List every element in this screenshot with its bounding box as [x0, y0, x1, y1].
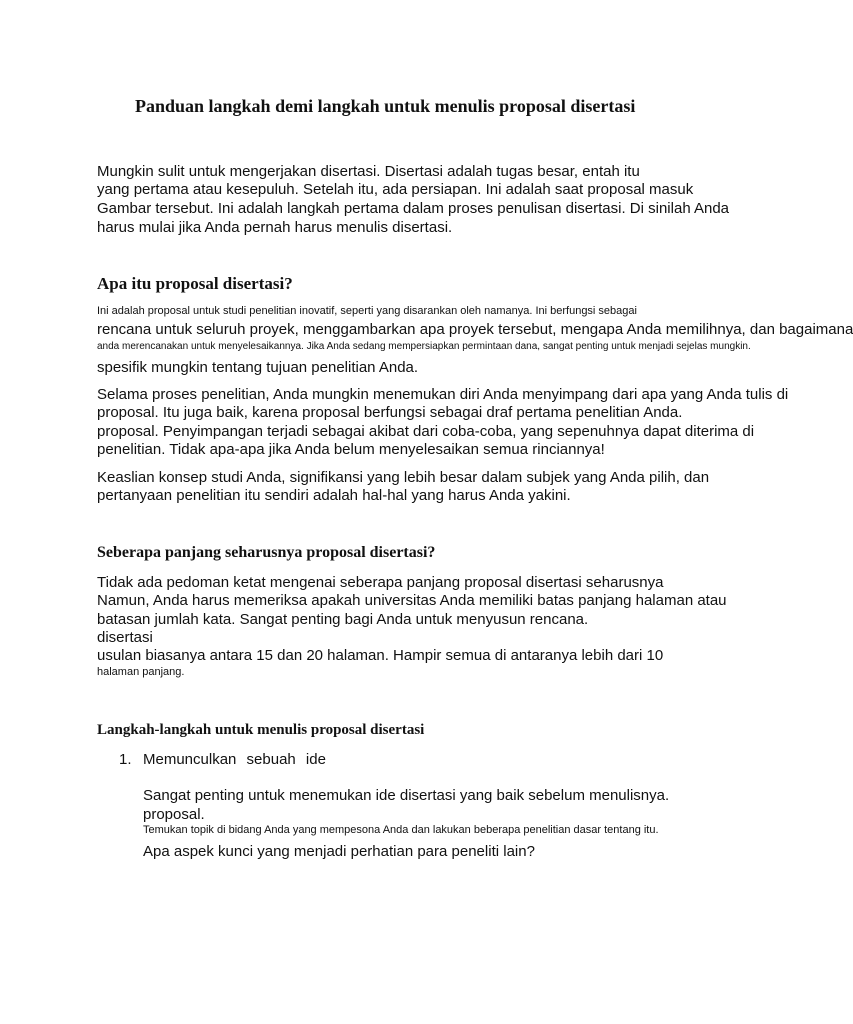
body-line: halaman panjang.: [97, 666, 185, 678]
list-number: 1.: [119, 751, 132, 768]
intro-line: harus mulai jika Anda pernah harus menulis disertasi.: [97, 219, 453, 236]
body-line: Selama proses penelitian, Anda mungkin menemukan diri Anda menyimpang dari apa yang Anda tulis di: [97, 386, 789, 403]
intro-line: Mungkin sulit untuk mengerjakan disertasi. Disertasi adalah tugas besar, entah itu: [97, 163, 640, 180]
body-line: proposal. Penyimpangan terjadi sebagai akibat dari coba-coba, yang sepenuhnya dapat diterima di: [97, 423, 755, 440]
section-heading-langkah: Langkah-langkah untuk menulis proposal disertasi: [97, 722, 425, 738]
body-line: disertasi: [97, 629, 153, 646]
body-line: proposal.: [143, 806, 205, 823]
body-line: Keaslian konsep studi Anda, signifikansi yang lebih besar dalam subjek yang Anda pilih, dan: [97, 469, 710, 486]
body-line: proposal. Itu juga baik, karena proposal berfungsi sebagai draf pertama penelitian Anda.: [97, 404, 683, 421]
intro-line: yang pertama atau kesepuluh. Setelah itu, ada persiapan. Ini adalah saat proposal masuk: [97, 181, 694, 198]
intro-line: Gambar tersebut. Ini adalah langkah pertama dalam proses penulisan disertasi. Di sinilah Anda: [97, 200, 730, 217]
body-line: anda merencanakan untuk menyelesaikannya. Jika Anda sedang mempersiapkan permintaan dana, sangat penting untuk menjadi sejelas mungkin.: [97, 341, 751, 352]
body-line: Namun, Anda harus memeriksa apakah universitas Anda memiliki batas panjang halaman atau: [97, 592, 727, 609]
body-line: batasan jumlah kata. Sangat penting bagi Anda untuk menyusun rencana.: [97, 611, 589, 628]
body-line: Temukan topik di bidang Anda yang mempesona Anda dan lakukan beberapa penelitian dasar tentang itu.: [143, 824, 659, 836]
body-line: Ini adalah proposal untuk studi penelitian inovatif, seperti yang disarankan oleh namanya. Ini berfungsi sebagai: [97, 305, 637, 317]
body-line: rencana untuk seluruh proyek, menggambarkan apa proyek tersebut, mengapa Anda memilihnya, dan bagaimana: [97, 321, 853, 338]
body-line: usulan biasanya antara 15 dan 20 halaman. Hampir semua di antaranya lebih dari 10: [97, 647, 664, 664]
body-line: Tidak ada pedoman ketat mengenai seberapa panjang proposal disertasi seharusnya: [97, 574, 664, 591]
section-heading-apa-itu: Apa itu proposal disertasi?: [97, 274, 293, 293]
body-line: Apa aspek kunci yang menjadi perhatian para peneliti lain?: [143, 843, 535, 860]
body-line: pertanyaan penelitian itu sendiri adalah hal-hal yang harus Anda yakini.: [97, 487, 571, 504]
body-line: spesifik mungkin tentang tujuan penelitian Anda.: [97, 359, 419, 376]
page-title: Panduan langkah demi langkah untuk menulis proposal disertasi: [135, 96, 636, 116]
body-line: Sangat penting untuk menemukan ide disertasi yang baik sebelum menulisnya.: [143, 787, 670, 804]
body-line: penelitian. Tidak apa-apa jika Anda belum menyelesaikan semua rinciannya!: [97, 441, 605, 458]
list-item-label: Memunculkan sebuah ide: [143, 751, 326, 768]
section-heading-seberapa-panjang: Seberapa panjang seharusnya proposal disertasi?: [97, 544, 436, 561]
